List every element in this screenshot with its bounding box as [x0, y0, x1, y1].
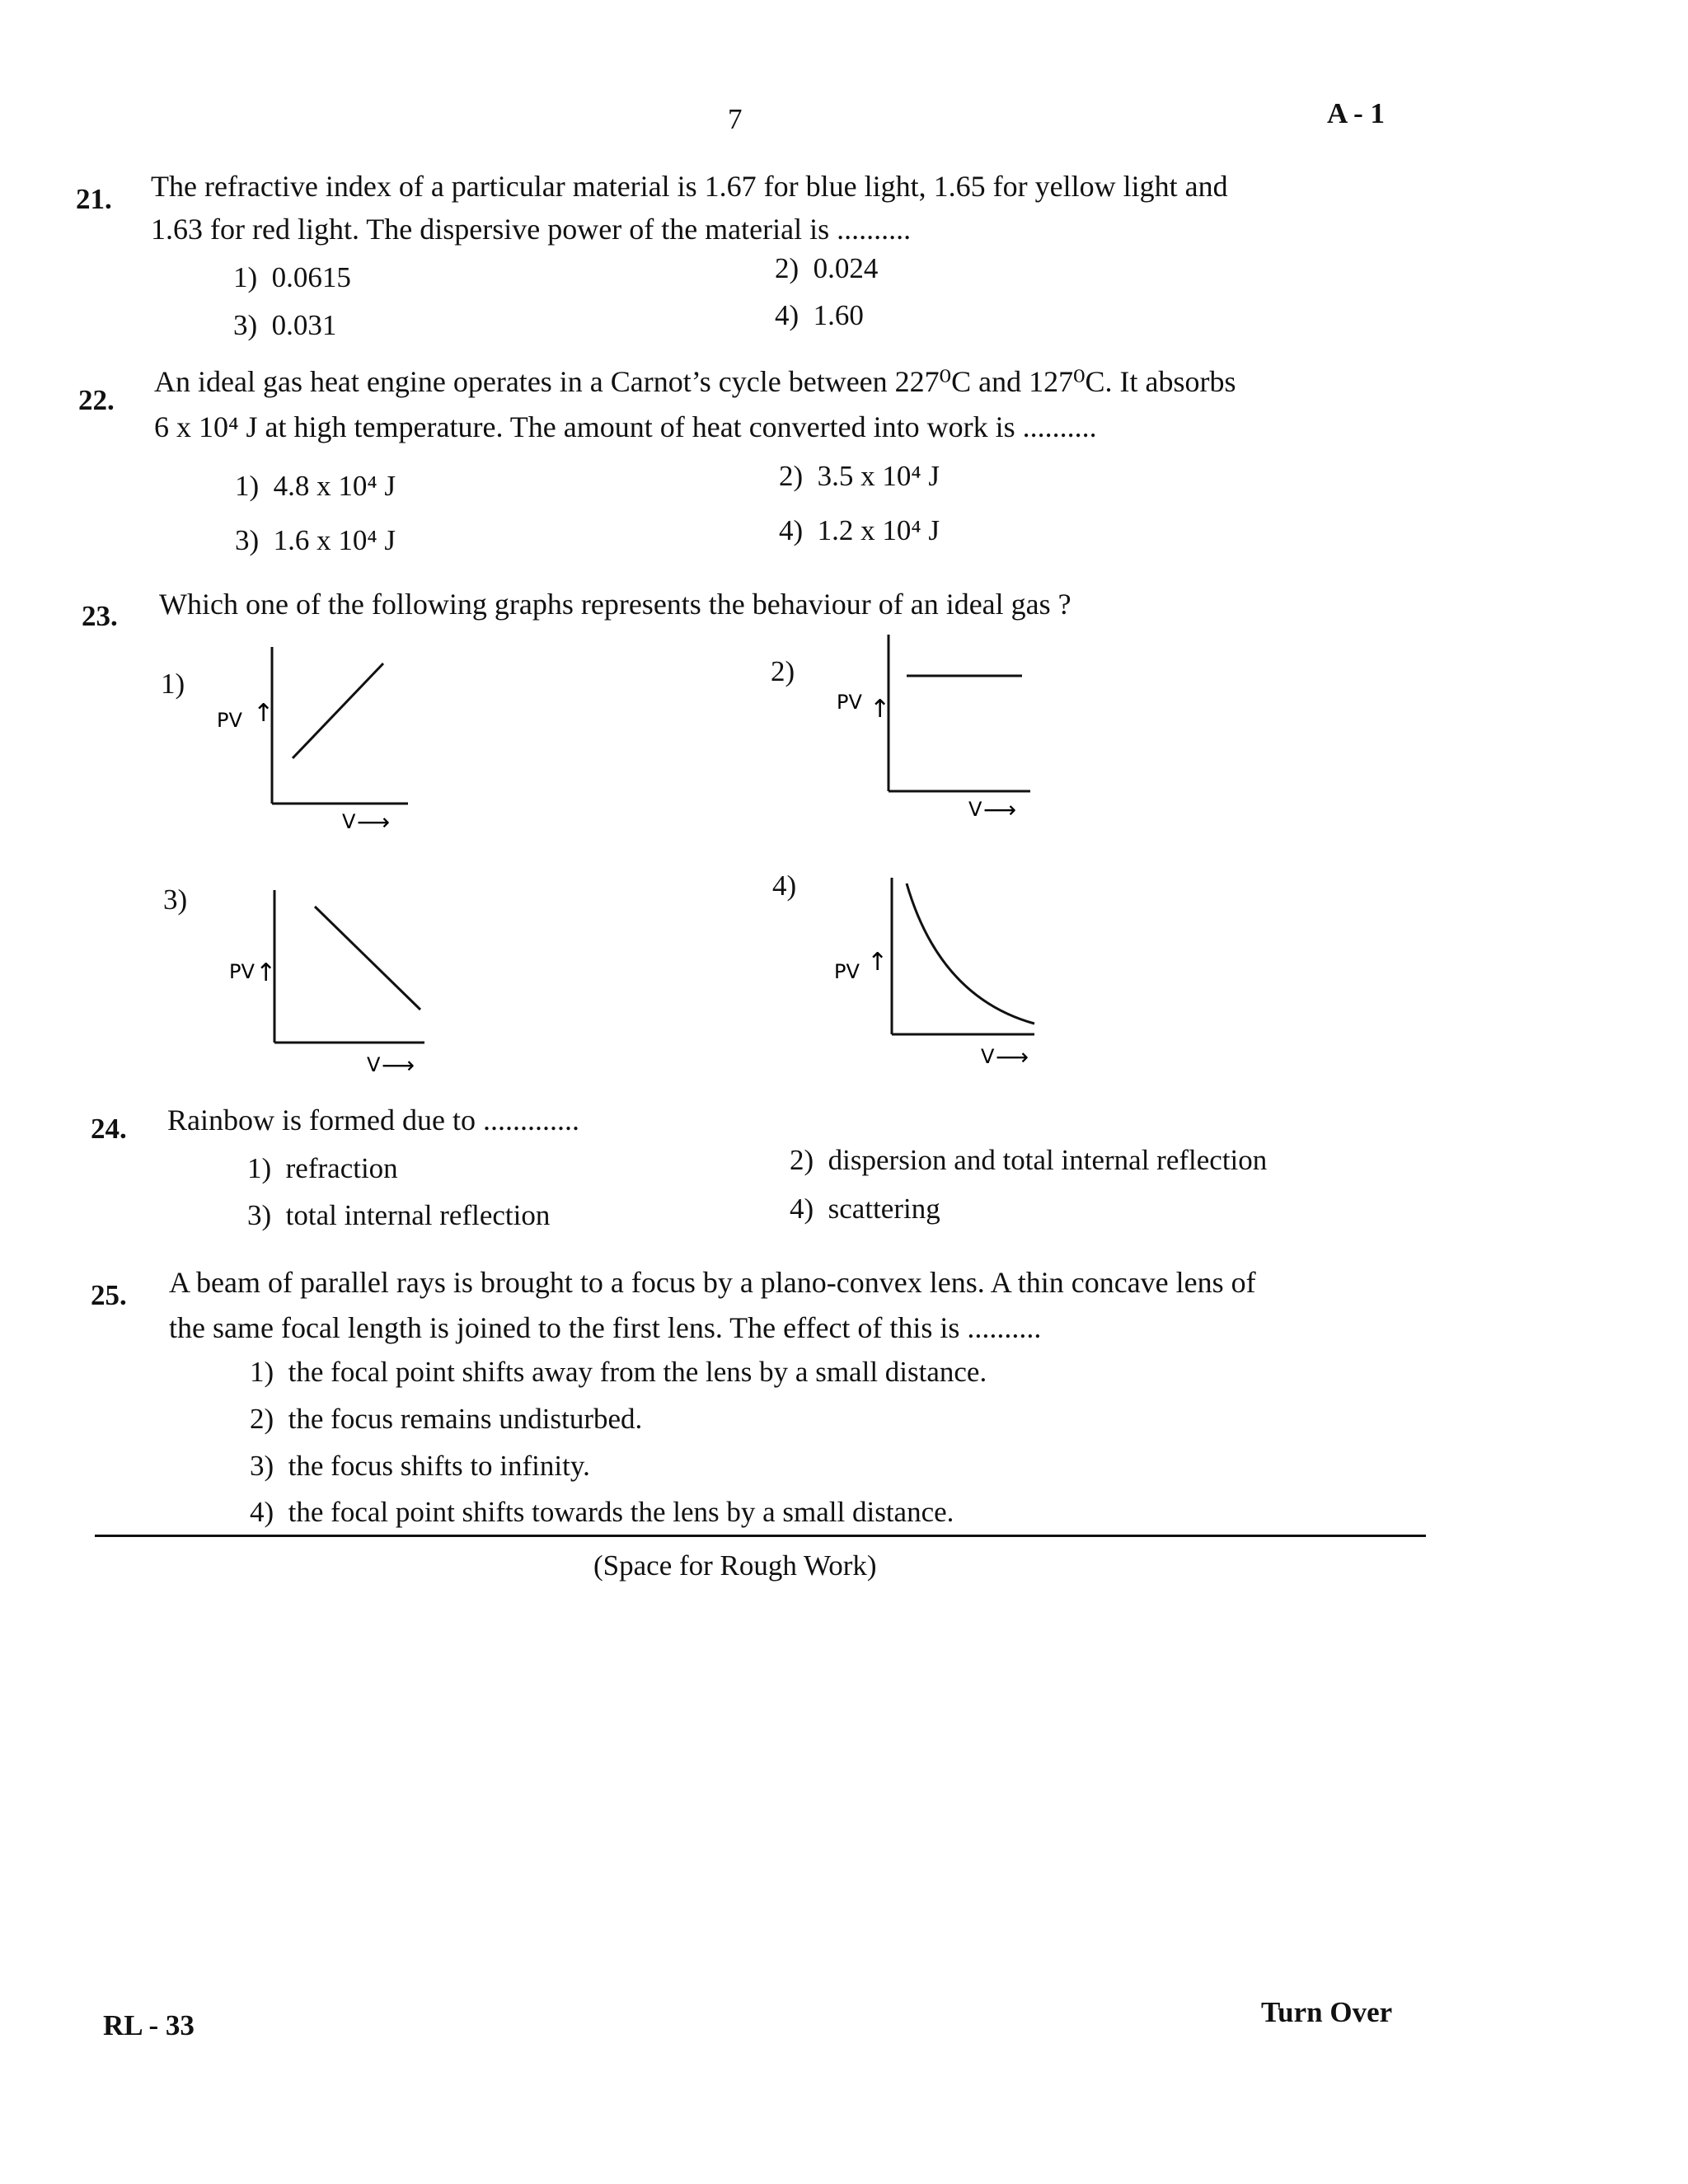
- up-arrow-icon: ↑: [867, 948, 889, 977]
- question-text-line: 6 x 10⁴ J at high temperature. The amount of heat converted into work is ..........: [154, 410, 1097, 443]
- question-number: 21.: [76, 183, 112, 215]
- option-3: [233, 309, 336, 342]
- graph-option-label: 4): [772, 869, 797, 902]
- y-axis-label: PV: [837, 691, 862, 714]
- question-text-line: the same focal length is joined to the first lens. The effect of this is ..........: [169, 1311, 1042, 1344]
- y-axis-label: PV: [217, 709, 242, 732]
- right-arrow-icon: ⟶: [983, 796, 1017, 823]
- option-text: 4.8 x 10⁴ J: [273, 470, 396, 502]
- question-text-line: Which one of the following graphs represents the behaviour of an ideal gas ?: [159, 588, 1071, 621]
- question-text-line: The refractive index of a particular material is 1.67 for blue light, 1.65 for yellow light and: [151, 170, 1228, 203]
- option-text: 1.6 x 10⁴ J: [273, 524, 396, 556]
- option-4: [775, 299, 864, 332]
- option-text: dispersion and total internal reflection: [828, 1144, 1268, 1176]
- section-divider: [95, 1535, 1426, 1537]
- question-number: 22.: [78, 384, 115, 416]
- option-text: the focus shifts to infinity.: [288, 1450, 590, 1482]
- option-1: [235, 470, 396, 503]
- graph-2: [824, 630, 1063, 828]
- graph-option-label: 1): [161, 668, 185, 700]
- option-label: 3): [233, 309, 258, 341]
- option-text: total internal reflection: [285, 1199, 551, 1231]
- x-axis-label: V: [968, 798, 982, 821]
- option-text: scattering: [828, 1193, 940, 1225]
- option-1: [250, 1356, 987, 1389]
- option-label: 1): [235, 470, 260, 502]
- y-axis-label: PV: [834, 960, 860, 983]
- graph-option-label: 3): [163, 883, 188, 916]
- option-2: [775, 252, 878, 285]
- option-label: 1): [233, 261, 258, 293]
- graph-curve-decreasing: [907, 883, 1034, 1024]
- option-label: 2): [775, 252, 799, 284]
- option-text: 0.024: [813, 252, 879, 284]
- question-text-line: Rainbow is formed due to .............: [167, 1104, 579, 1137]
- right-arrow-icon: ⟶: [357, 808, 391, 836]
- right-arrow-icon: ⟶: [382, 1052, 415, 1079]
- option-label: 1): [247, 1152, 272, 1184]
- question-number: 25.: [91, 1279, 127, 1311]
- x-axis-label: V: [981, 1045, 995, 1068]
- option-text: 0.031: [271, 309, 337, 341]
- option-2: [779, 460, 940, 493]
- option-label: 4): [250, 1496, 274, 1528]
- option-label: 3): [235, 524, 260, 556]
- option-label: 3): [250, 1450, 274, 1482]
- question-text-line: 1.63 for red light. The dispersive power of the material is ..........: [151, 213, 912, 246]
- option-4: [790, 1193, 940, 1226]
- option-text: the focus remains undisturbed.: [288, 1403, 643, 1435]
- graph-1: [210, 639, 424, 841]
- up-arrow-icon: ↑: [253, 699, 274, 728]
- option-label: 4): [779, 514, 804, 546]
- option-3: [247, 1199, 550, 1232]
- question-text-line: An ideal gas heat engine operates in a Carnot’s cycle between 227⁰C and 127⁰C. It absorbs: [154, 365, 1236, 398]
- footer-code: RL - 33: [103, 2009, 195, 2041]
- question-number: 24.: [91, 1113, 127, 1145]
- option-text: 1.60: [813, 299, 864, 331]
- option-1: [233, 261, 351, 294]
- option-text: the focal point shifts towards the lens by a small distance.: [288, 1496, 954, 1528]
- question-number: 23.: [82, 600, 118, 632]
- y-axis-label: PV: [229, 960, 255, 983]
- x-axis-label: V: [342, 810, 356, 833]
- option-label: 2): [779, 460, 804, 492]
- page-number: 7: [728, 103, 743, 135]
- option-text: 0.0615: [271, 261, 351, 293]
- graph-option-label: 2): [771, 655, 795, 687]
- graph-4: [824, 874, 1063, 1076]
- option-4: [250, 1496, 954, 1529]
- rough-work-label: (Space for Rough Work): [593, 1549, 877, 1582]
- option-4: [779, 514, 940, 547]
- graph-3: [223, 886, 445, 1088]
- option-3: [250, 1450, 590, 1483]
- option-text: refraction: [285, 1152, 398, 1184]
- up-arrow-icon: ↑: [256, 958, 277, 987]
- option-text: 3.5 x 10⁴ J: [817, 460, 940, 492]
- option-label: 4): [790, 1193, 814, 1225]
- up-arrow-icon: ↑: [870, 695, 891, 724]
- option-label: 4): [775, 299, 799, 331]
- option-text: 1.2 x 10⁴ J: [817, 514, 940, 546]
- option-2: [250, 1403, 642, 1436]
- option-1: [247, 1152, 398, 1185]
- x-axis-label: V: [367, 1053, 381, 1076]
- option-3: [235, 524, 396, 557]
- question-text-line: A beam of parallel rays is brought to a focus by a plano-convex lens. A thin concave lens of: [169, 1266, 1256, 1299]
- option-label: 1): [250, 1356, 274, 1388]
- option-label: 3): [247, 1199, 272, 1231]
- turn-over-label: Turn Over: [1261, 1996, 1393, 2028]
- option-label: 2): [790, 1144, 814, 1176]
- right-arrow-icon: ⟶: [996, 1043, 1029, 1071]
- graph-curve-rising: [293, 663, 383, 758]
- option-text: the focal point shifts away from the lens by a small distance.: [288, 1356, 987, 1388]
- option-label: 2): [250, 1403, 274, 1435]
- paper-code: A - 1: [1327, 97, 1385, 129]
- graph-curve-falling: [315, 907, 420, 1010]
- option-2: [790, 1144, 1267, 1177]
